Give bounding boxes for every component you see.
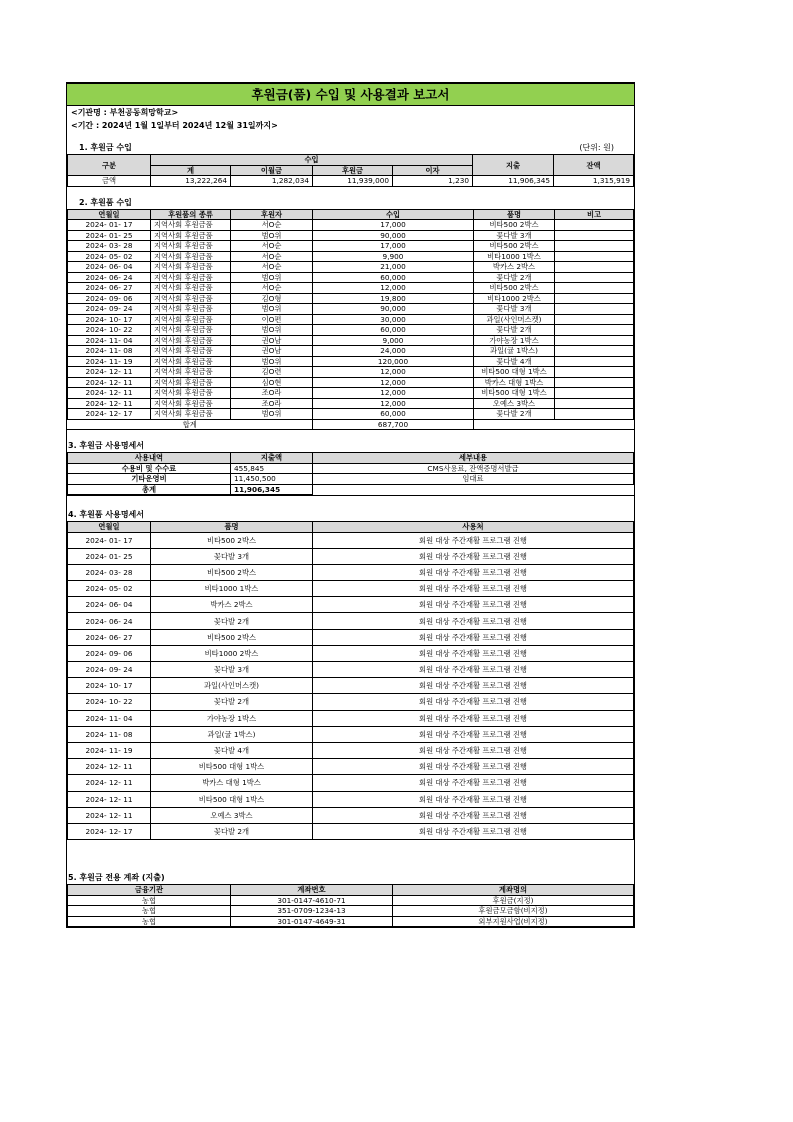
account-cell: 351-0709-1234-13: [231, 906, 393, 917]
donor-cell: 김O형: [231, 293, 313, 304]
kind-cell: 지역사회 후원금품: [151, 325, 231, 336]
income-cell: 19,800: [313, 293, 474, 304]
date-cell: 2024- 10- 17: [68, 314, 151, 325]
income-cell: 17,000: [313, 241, 474, 252]
detail-cell: 임대료: [313, 474, 634, 485]
item-cell: 꽃다발 3개: [151, 662, 313, 678]
date-cell: 2024- 06- 27: [68, 283, 151, 294]
donor-cell: 서O순: [231, 283, 313, 294]
note-cell: [555, 230, 634, 241]
note-cell: [555, 325, 634, 336]
amount-carryover: 1,282,034: [231, 176, 313, 187]
report-title: 후원금(품) 수입 및 사용결과 보고서: [67, 84, 634, 106]
kind-cell: 지역사회 후원금품: [151, 314, 231, 325]
table-row: [68, 823, 634, 839]
item-cell: 꽃다발 3개: [474, 304, 555, 315]
item-cell: 비타1000 2박스: [151, 645, 313, 661]
donor-cell: 서O순: [231, 251, 313, 262]
donor-cell: 범O위: [231, 230, 313, 241]
table-row: [68, 398, 634, 409]
date-cell: 2024- 12- 11: [68, 398, 151, 409]
usage-cell: 수용비 및 수수료: [68, 463, 231, 474]
table-row: [68, 759, 634, 775]
table-row: [68, 895, 634, 906]
date-cell: 2024- 10- 17: [68, 678, 151, 694]
donor-cell: 이O편: [231, 314, 313, 325]
goods-total-label: 합계: [68, 419, 313, 429]
amount-expense: 11,906,345: [473, 176, 554, 187]
date-cell: 2024- 09- 24: [68, 304, 151, 315]
item-cell: 과일(귤 1박스): [151, 726, 313, 742]
note-cell: [555, 356, 634, 367]
amount-total: 13,222,264: [151, 176, 231, 187]
table-row: [68, 356, 634, 367]
kind-cell: 지역사회 후원금품: [151, 398, 231, 409]
use-cell: 회원 대상 주간재활 프로그램 진행: [313, 742, 634, 758]
date-cell: 2024- 11- 08: [68, 346, 151, 357]
date-cell: 2024- 09- 06: [68, 293, 151, 304]
income-cell: 17,000: [313, 220, 474, 231]
income-cell: 30,000: [313, 314, 474, 325]
donor-cell: 범O위: [231, 272, 313, 283]
item-cell: 비타500 대형 1박스: [151, 759, 313, 775]
use-cell: 회원 대상 주간재활 프로그램 진행: [313, 791, 634, 807]
item-cell: 꽃다발 2개: [474, 409, 555, 420]
usage-total-label: 총계: [68, 484, 231, 495]
note-cell: [555, 409, 634, 420]
note-cell: [555, 241, 634, 252]
item-cell: 비타1000 2박스: [474, 293, 555, 304]
h-jichul: 지출: [473, 155, 554, 176]
income-cell: 12,000: [313, 377, 474, 388]
note-cell: [555, 220, 634, 231]
use-cell: 회원 대상 주간재활 프로그램 진행: [313, 613, 634, 629]
date-cell: 2024- 06- 24: [68, 613, 151, 629]
income-cell: 24,000: [313, 346, 474, 357]
use-cell: 회원 대상 주간재활 프로그램 진행: [313, 759, 634, 775]
date-cell: 2024- 06- 04: [68, 597, 151, 613]
donor-cell: 범O위: [231, 325, 313, 336]
table-row: [68, 293, 634, 304]
table-row: [68, 346, 634, 357]
date-cell: 2024- 01- 17: [68, 532, 151, 548]
table-row: [68, 314, 634, 325]
donor-cell: 조O라: [231, 398, 313, 409]
item-cell: 오예스 3박스: [151, 807, 313, 823]
item-cell: 과일(귤 1박스): [474, 346, 555, 357]
h-ija: 이자: [393, 165, 473, 176]
h-spent: 지출액: [231, 453, 313, 464]
donor-cell: 범O위: [231, 356, 313, 367]
table-row: [68, 251, 634, 262]
table-row: [68, 597, 634, 613]
goods-usage-table: [67, 521, 634, 840]
date-cell: 2024- 01- 25: [68, 230, 151, 241]
donor-cell: 서O순: [231, 262, 313, 273]
owner-cell: 후원금(지정): [393, 895, 634, 906]
kind-cell: 지역사회 후원금품: [151, 283, 231, 294]
table-row: [68, 220, 634, 231]
bank-cell: 농협: [68, 906, 231, 917]
date-cell: 2024- 12- 11: [68, 775, 151, 791]
item-cell: 과일(사인머스켓): [474, 314, 555, 325]
date-cell: 2024- 01- 25: [68, 548, 151, 564]
unit-label: (단위: 원): [579, 143, 614, 152]
amount-label: 금액: [68, 176, 151, 187]
kind-cell: 지역사회 후원금품: [151, 409, 231, 420]
table-row: [68, 662, 634, 678]
h-account: 계좌번호: [231, 885, 393, 896]
donor-cell: 심O현: [231, 377, 313, 388]
section-1-label: 1. 후원금 수입: [79, 143, 132, 152]
donor-cell: 김O련: [231, 367, 313, 378]
date-cell: 2024- 11- 08: [68, 726, 151, 742]
income-cell: 60,000: [313, 409, 474, 420]
date-cell: 2024- 06- 24: [68, 272, 151, 283]
h-detail: 세부내용: [313, 453, 634, 464]
account-cell: 301-0147-4610-71: [231, 895, 393, 906]
table-row: [68, 694, 634, 710]
goods-income-table: [67, 209, 634, 430]
note-cell: [555, 335, 634, 346]
date-cell: 2024- 11- 04: [68, 710, 151, 726]
date-cell: 2024- 12- 17: [68, 823, 151, 839]
h4-use: 사용처: [313, 522, 634, 533]
kind-cell: 지역사회 후원금품: [151, 241, 231, 252]
h-kind: 후원품의 종류: [151, 209, 231, 220]
use-cell: 회원 대상 주간재활 프로그램 진행: [313, 807, 634, 823]
item-cell: 과일(사인머스캣): [151, 678, 313, 694]
kind-cell: 지역사회 후원금품: [151, 367, 231, 378]
detail-cell: CMS사용료, 잔액증명서발급: [313, 463, 634, 474]
period: <기간 : 2024년 1월 1일부터 2024년 12월 31일까지>: [71, 121, 278, 130]
report-sheet: [66, 82, 635, 928]
owner-cell: 후원금모금함(비지정): [393, 906, 634, 917]
item-cell: 가야농장 1박스: [474, 335, 555, 346]
kind-cell: 지역사회 후원금품: [151, 388, 231, 399]
account-cell: 301-0147-4649-31: [231, 916, 393, 927]
table-row: [68, 742, 634, 758]
table-row: [68, 474, 634, 485]
h4-date: 연월일: [68, 522, 151, 533]
date-cell: 2024- 03- 28: [68, 564, 151, 580]
amount-interest: 1,230: [393, 176, 473, 187]
h-donor: 후원자: [231, 209, 313, 220]
h-iwol: 이월금: [231, 165, 313, 176]
table-row: [68, 629, 634, 645]
usage-table: [67, 452, 634, 495]
date-cell: 2024- 11- 19: [68, 742, 151, 758]
item-cell: 비타500 2박스: [474, 241, 555, 252]
date-cell: 2024- 12- 11: [68, 388, 151, 399]
donor-cell: 권O남: [231, 346, 313, 357]
section-5-title: 5. 후원금 전용 계좌 (지출): [68, 873, 165, 883]
kind-cell: 지역사회 후원금품: [151, 272, 231, 283]
item-cell: 꽃다발 3개: [474, 230, 555, 241]
h-income: 수입: [313, 209, 474, 220]
note-cell: [555, 251, 634, 262]
h4-item: 품명: [151, 522, 313, 533]
date-cell: 2024- 03- 28: [68, 241, 151, 252]
h-date: 연월일: [68, 209, 151, 220]
section-1-title: [67, 141, 634, 154]
table-row: [68, 564, 634, 580]
date-cell: 2024- 11- 19: [68, 356, 151, 367]
table-row: [68, 532, 634, 548]
kind-cell: 지역사회 후원금품: [151, 251, 231, 262]
note-cell: [555, 398, 634, 409]
owner-cell: 외부지원사업(비지정): [393, 916, 634, 927]
amount-donation: 11,939,000: [313, 176, 393, 187]
item-cell: 비타500 대형 1박스: [474, 367, 555, 378]
item-cell: 비타500 2박스: [474, 220, 555, 231]
note-cell: [555, 272, 634, 283]
income-cell: 9,900: [313, 251, 474, 262]
h-janaek: 잔액: [554, 155, 634, 176]
item-cell: 비타500 2박스: [151, 564, 313, 580]
use-cell: 회원 대상 주간재활 프로그램 진행: [313, 581, 634, 597]
usage-total-value: 11,906,345: [231, 484, 313, 495]
table-row: [68, 906, 634, 917]
h-suip: 수입: [151, 155, 473, 166]
item-cell: 꽃다발 2개: [151, 823, 313, 839]
table-row: [68, 678, 634, 694]
table-row: [68, 726, 634, 742]
donor-cell: 서O순: [231, 241, 313, 252]
goods-total-row: [68, 419, 634, 429]
section-3-title: 3. 후원금 사용명세서: [68, 441, 144, 450]
usage-total-row: [68, 484, 634, 495]
account-table: [67, 884, 634, 927]
use-cell: 회원 대상 주간재활 프로그램 진행: [313, 564, 634, 580]
date-cell: 2024- 11- 04: [68, 335, 151, 346]
item-cell: 비타500 2박스: [151, 532, 313, 548]
use-cell: 회원 대상 주간재활 프로그램 진행: [313, 662, 634, 678]
item-cell: 비타500 2박스: [474, 283, 555, 294]
item-cell: 박카스 대형 1박스: [151, 775, 313, 791]
date-cell: 2024- 05- 02: [68, 251, 151, 262]
date-cell: 2024- 12- 11: [68, 759, 151, 775]
table-row: [68, 645, 634, 661]
date-cell: 2024- 12- 11: [68, 807, 151, 823]
item-cell: 꽃다발 4개: [151, 742, 313, 758]
table-row: [68, 388, 634, 399]
amount-row: [68, 176, 634, 187]
bank-cell: 농협: [68, 895, 231, 906]
note-cell: [555, 377, 634, 388]
donor-cell: 범O위: [231, 409, 313, 420]
income-cell: 90,000: [313, 304, 474, 315]
use-cell: 회원 대상 주간재활 프로그램 진행: [313, 629, 634, 645]
note-cell: [555, 293, 634, 304]
h-item: 품명: [474, 209, 555, 220]
donor-cell: 권O남: [231, 335, 313, 346]
table-row: [68, 241, 634, 252]
note-cell: [555, 262, 634, 273]
table-row: [68, 710, 634, 726]
table-row: [68, 548, 634, 564]
use-cell: 회원 대상 주간재활 프로그램 진행: [313, 694, 634, 710]
item-cell: 꽃다발 4개: [474, 356, 555, 367]
date-cell: 2024- 01- 17: [68, 220, 151, 231]
kind-cell: 지역사회 후원금품: [151, 335, 231, 346]
item-cell: 오예스 3박스: [474, 398, 555, 409]
table-row: [68, 463, 634, 474]
date-cell: 2024- 05- 02: [68, 581, 151, 597]
date-cell: 2024- 06- 04: [68, 262, 151, 273]
note-cell: [555, 367, 634, 378]
date-cell: 2024- 09- 24: [68, 662, 151, 678]
item-cell: 꽃다발 2개: [151, 613, 313, 629]
use-cell: 회원 대상 주간재활 프로그램 진행: [313, 597, 634, 613]
item-cell: 가야농장 1박스: [151, 710, 313, 726]
use-cell: 회원 대상 주간재활 프로그램 진행: [313, 726, 634, 742]
note-cell: [555, 304, 634, 315]
kind-cell: 지역사회 후원금품: [151, 220, 231, 231]
note-cell: [555, 346, 634, 357]
income-cell: 60,000: [313, 272, 474, 283]
h-usage: 사용내역: [68, 453, 231, 464]
h-note: 비고: [555, 209, 634, 220]
income-cell: 90,000: [313, 230, 474, 241]
date-cell: 2024- 12- 11: [68, 367, 151, 378]
use-cell: 회원 대상 주간재활 프로그램 진행: [313, 645, 634, 661]
table-row: [68, 272, 634, 283]
item-cell: 박카스 대형 1박스: [474, 377, 555, 388]
income-cell: 12,000: [313, 367, 474, 378]
spent-cell: 11,450,500: [231, 474, 313, 485]
income-cell: 21,000: [313, 262, 474, 273]
donation-income-table: [67, 154, 634, 187]
table-row: [68, 335, 634, 346]
h-owner: 계좌명의: [393, 885, 634, 896]
income-cell: 12,000: [313, 283, 474, 294]
item-cell: 꽃다발 2개: [151, 694, 313, 710]
item-cell: 비타500 2박스: [151, 629, 313, 645]
table-row: [68, 807, 634, 823]
kind-cell: 지역사회 후원금품: [151, 230, 231, 241]
date-cell: 2024- 12- 11: [68, 791, 151, 807]
date-cell: 2024- 12- 11: [68, 377, 151, 388]
donor-cell: 범O위: [231, 304, 313, 315]
kind-cell: 지역사회 후원금품: [151, 356, 231, 367]
item-cell: 비타1000 1박스: [474, 251, 555, 262]
goods-total-value: 687,700: [313, 419, 474, 429]
section-4-title: 4. 후원품 사용명세서: [68, 510, 144, 519]
table-row: [68, 230, 634, 241]
org-name: <기관명 : 부천공동희망학교>: [71, 108, 179, 117]
usage-cell: 기타운영비: [68, 474, 231, 485]
use-cell: 회원 대상 주간재활 프로그램 진행: [313, 823, 634, 839]
donor-cell: 서O순: [231, 220, 313, 231]
item-cell: 비타1000 1박스: [151, 581, 313, 597]
table-row: [68, 283, 634, 294]
table-row: [68, 916, 634, 927]
item-cell: 박카스 2박스: [474, 262, 555, 273]
date-cell: 2024- 09- 06: [68, 645, 151, 661]
note-cell: [555, 314, 634, 325]
item-cell: 비타500 대형 1박스: [474, 388, 555, 399]
kind-cell: 지역사회 후원금품: [151, 293, 231, 304]
table-row: [68, 325, 634, 336]
table-row: [68, 409, 634, 420]
income-cell: 120,000: [313, 356, 474, 367]
kind-cell: 지역사회 후원금품: [151, 262, 231, 273]
use-cell: 회원 대상 주간재활 프로그램 진행: [313, 678, 634, 694]
use-cell: 회원 대상 주간재활 프로그램 진행: [313, 548, 634, 564]
income-cell: 12,000: [313, 398, 474, 409]
item-cell: 꽃다발 2개: [474, 325, 555, 336]
table-row: [68, 367, 634, 378]
section-2-title: 2. 후원품 수입: [79, 197, 132, 207]
income-cell: 9,000: [313, 335, 474, 346]
spent-cell: 455,845: [231, 463, 313, 474]
kind-cell: 지역사회 후원금품: [151, 346, 231, 357]
date-cell: 2024- 10- 22: [68, 325, 151, 336]
table-row: [68, 377, 634, 388]
kind-cell: 지역사회 후원금품: [151, 304, 231, 315]
donor-cell: 조O라: [231, 388, 313, 399]
note-cell: [555, 388, 634, 399]
use-cell: 회원 대상 주간재활 프로그램 진행: [313, 710, 634, 726]
income-cell: 60,000: [313, 325, 474, 336]
item-cell: 꽃다발 3개: [151, 548, 313, 564]
table-row: [68, 613, 634, 629]
item-cell: 비타500 대형 1박스: [151, 791, 313, 807]
h-huwon: 후원금: [313, 165, 393, 176]
amount-balance: 1,315,919: [554, 176, 634, 187]
table-row: [68, 775, 634, 791]
use-cell: 회원 대상 주간재활 프로그램 진행: [313, 775, 634, 791]
kind-cell: 지역사회 후원금품: [151, 377, 231, 388]
note-cell: [555, 283, 634, 294]
use-cell: 회원 대상 주간재활 프로그램 진행: [313, 532, 634, 548]
table-row: [68, 262, 634, 273]
h-bank: 금융기관: [68, 885, 231, 896]
bank-cell: 농협: [68, 916, 231, 927]
table-row: [68, 791, 634, 807]
date-cell: 2024- 06- 27: [68, 629, 151, 645]
table-row: [68, 581, 634, 597]
date-cell: 2024- 12- 17: [68, 409, 151, 420]
table-row: [68, 304, 634, 315]
h-gye: 계: [151, 165, 231, 176]
item-cell: 꽃다발 2개: [474, 272, 555, 283]
h-gubun: 구분: [68, 155, 151, 176]
income-cell: 12,000: [313, 388, 474, 399]
date-cell: 2024- 10- 22: [68, 694, 151, 710]
item-cell: 박카스 2박스: [151, 597, 313, 613]
